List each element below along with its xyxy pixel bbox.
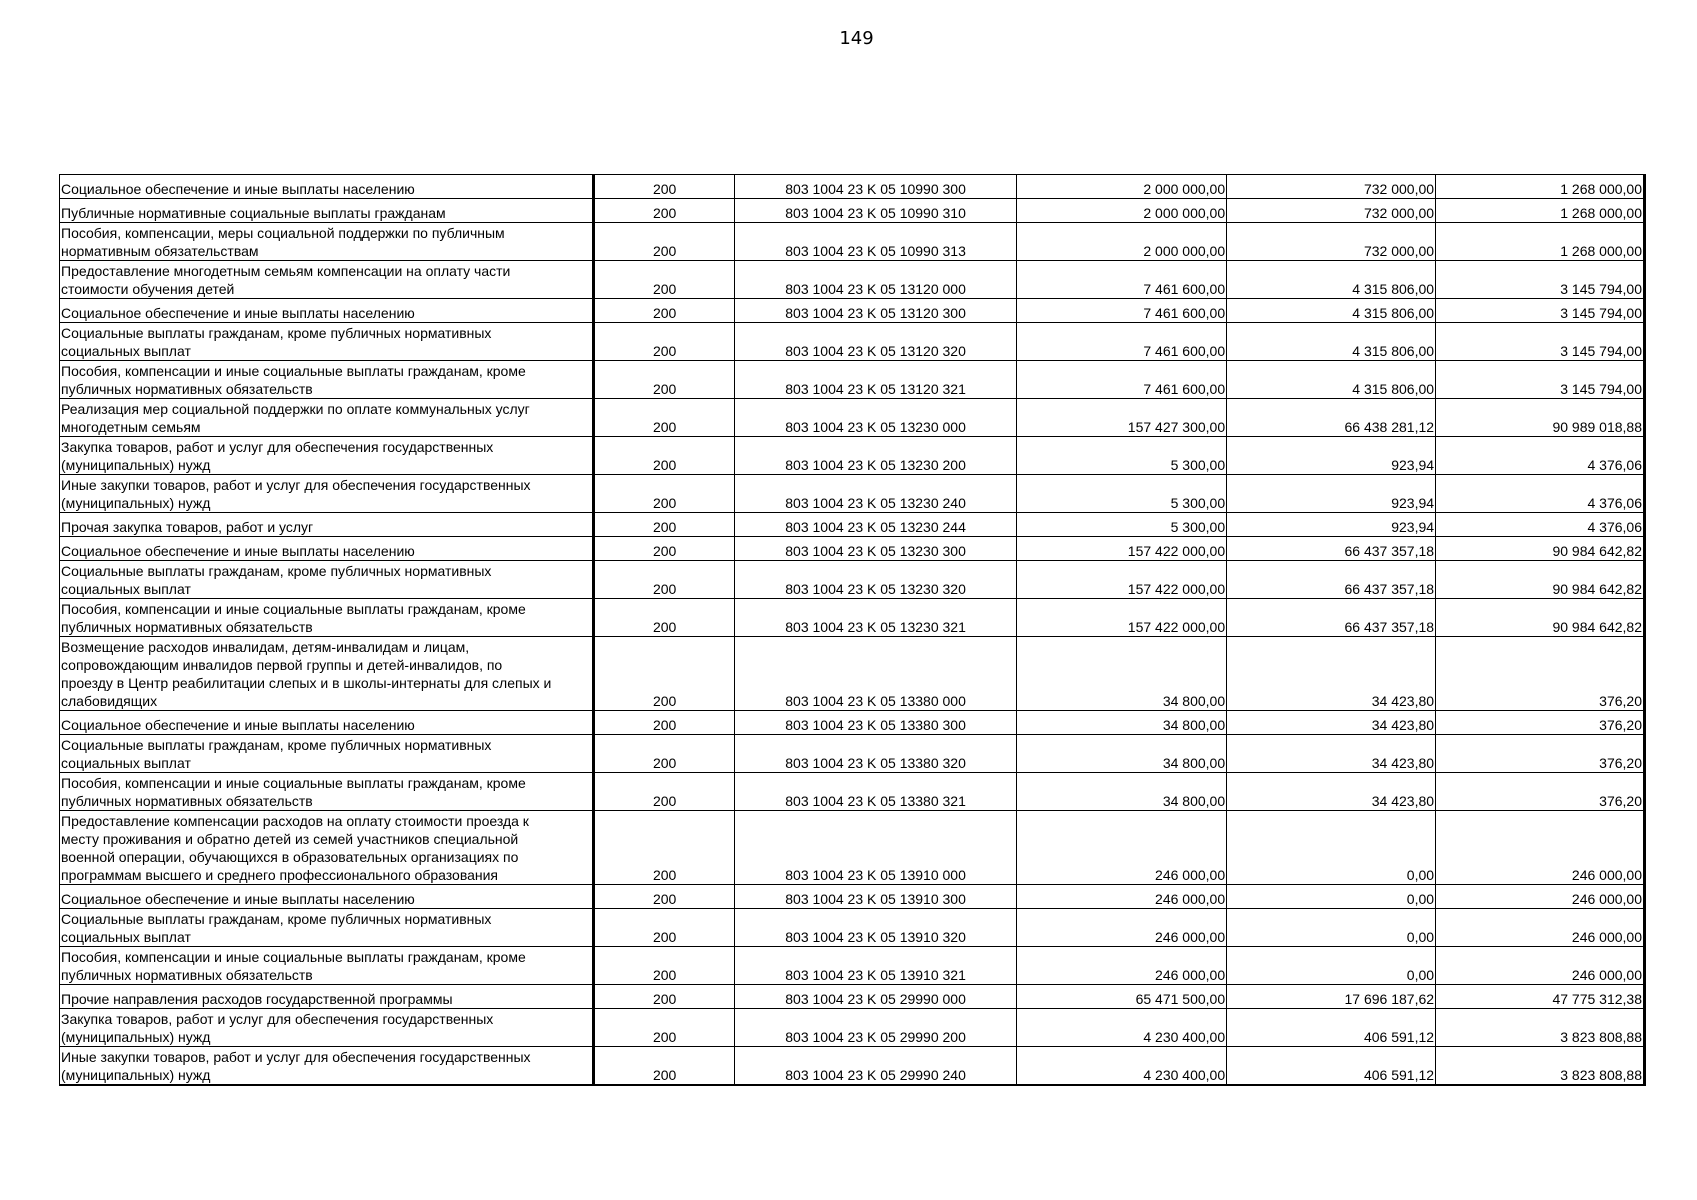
row-budget-code: 803 1004 23 K 05 10990 313	[734, 223, 1016, 261]
row-executed-amount: 4 315 806,00	[1227, 323, 1436, 361]
row-budget-code: 803 1004 23 K 05 10990 310	[734, 199, 1016, 223]
row-approved-amount: 7 461 600,00	[1017, 323, 1227, 361]
row-name: Социальное обеспечение и иные выплаты населению	[60, 299, 594, 323]
row-approved-amount: 7 461 600,00	[1017, 361, 1227, 399]
row-unexecuted-amount: 4 376,06	[1436, 513, 1645, 537]
row-name: Пособия, компенсации и иные социальные выплаты гражданам, кроме публичных нормативных обязательств	[60, 599, 594, 637]
row-unexecuted-amount: 246 000,00	[1436, 885, 1645, 909]
row-approved-amount: 34 800,00	[1017, 773, 1227, 811]
row-executed-amount: 0,00	[1227, 947, 1436, 985]
row-executed-amount: 732 000,00	[1227, 175, 1436, 199]
row-approved-amount: 4 230 400,00	[1017, 1009, 1227, 1047]
row-line-code: 200	[594, 537, 735, 561]
row-budget-code: 803 1004 23 K 05 13380 000	[734, 637, 1016, 711]
row-line-code: 200	[594, 223, 735, 261]
row-budget-code: 803 1004 23 K 05 13380 321	[734, 773, 1016, 811]
row-name: Прочая закупка товаров, работ и услуг	[60, 513, 594, 537]
row-budget-code: 803 1004 23 K 05 29990 000	[734, 985, 1016, 1009]
table-row	[60, 199, 1645, 223]
table-row	[60, 811, 1645, 885]
row-executed-amount: 406 591,12	[1227, 1047, 1436, 1085]
row-executed-amount: 34 423,80	[1227, 637, 1436, 711]
row-unexecuted-amount: 3 145 794,00	[1436, 261, 1645, 299]
row-budget-code: 803 1004 23 K 05 13910 300	[734, 885, 1016, 909]
row-line-code: 200	[594, 299, 735, 323]
table-body	[60, 175, 1645, 1085]
budget-execution-table	[59, 174, 1646, 1086]
row-unexecuted-amount: 90 984 642,82	[1436, 561, 1645, 599]
row-unexecuted-amount: 3 145 794,00	[1436, 323, 1645, 361]
table-row	[60, 475, 1645, 513]
row-executed-amount: 4 315 806,00	[1227, 361, 1436, 399]
row-unexecuted-amount: 376,20	[1436, 735, 1645, 773]
table-row	[60, 773, 1645, 811]
row-name: Социальные выплаты гражданам, кроме публичных нормативных социальных выплат	[60, 561, 594, 599]
row-approved-amount: 5 300,00	[1017, 475, 1227, 513]
row-executed-amount: 34 423,80	[1227, 735, 1436, 773]
row-line-code: 200	[594, 909, 735, 947]
row-approved-amount: 246 000,00	[1017, 947, 1227, 985]
row-line-code: 200	[594, 475, 735, 513]
row-budget-code: 803 1004 23 K 05 10990 300	[734, 175, 1016, 199]
table-row	[60, 399, 1645, 437]
row-unexecuted-amount: 3 823 808,88	[1436, 1009, 1645, 1047]
row-executed-amount: 732 000,00	[1227, 223, 1436, 261]
row-line-code: 200	[594, 323, 735, 361]
row-unexecuted-amount: 376,20	[1436, 637, 1645, 711]
row-approved-amount: 246 000,00	[1017, 811, 1227, 885]
row-line-code: 200	[594, 361, 735, 399]
row-line-code: 200	[594, 399, 735, 437]
page-number: 149	[839, 28, 874, 49]
row-approved-amount: 2 000 000,00	[1017, 175, 1227, 199]
row-line-code: 200	[594, 885, 735, 909]
row-unexecuted-amount: 90 984 642,82	[1436, 599, 1645, 637]
table-row	[60, 909, 1645, 947]
row-approved-amount: 157 422 000,00	[1017, 599, 1227, 637]
row-name: Иные закупки товаров, работ и услуг для обеспечения государственных (муниципальных) нужд	[60, 475, 594, 513]
row-name: Социальные выплаты гражданам, кроме публичных нормативных социальных выплат	[60, 909, 594, 947]
table-row	[60, 223, 1645, 261]
row-line-code: 200	[594, 811, 735, 885]
row-budget-code: 803 1004 23 K 05 13120 321	[734, 361, 1016, 399]
row-name: Социальные выплаты гражданам, кроме публичных нормативных социальных выплат	[60, 323, 594, 361]
row-line-code: 200	[594, 773, 735, 811]
row-executed-amount: 34 423,80	[1227, 773, 1436, 811]
row-approved-amount: 5 300,00	[1017, 513, 1227, 537]
row-approved-amount: 34 800,00	[1017, 637, 1227, 711]
row-line-code: 200	[594, 1009, 735, 1047]
row-unexecuted-amount: 246 000,00	[1436, 909, 1645, 947]
table-row	[60, 175, 1645, 199]
row-approved-amount: 2 000 000,00	[1017, 223, 1227, 261]
row-line-code: 200	[594, 437, 735, 475]
table-row	[60, 537, 1645, 561]
row-budget-code: 803 1004 23 K 05 13230 240	[734, 475, 1016, 513]
row-line-code: 200	[594, 1047, 735, 1085]
row-budget-code: 803 1004 23 K 05 29990 200	[734, 1009, 1016, 1047]
row-unexecuted-amount: 1 268 000,00	[1436, 199, 1645, 223]
row-line-code: 200	[594, 261, 735, 299]
row-approved-amount: 246 000,00	[1017, 909, 1227, 947]
row-budget-code: 803 1004 23 K 05 13230 244	[734, 513, 1016, 537]
row-executed-amount: 923,94	[1227, 513, 1436, 537]
row-executed-amount: 0,00	[1227, 909, 1436, 947]
row-name: Социальное обеспечение и иные выплаты населению	[60, 175, 594, 199]
row-unexecuted-amount: 3 145 794,00	[1436, 361, 1645, 399]
row-executed-amount: 4 315 806,00	[1227, 261, 1436, 299]
row-executed-amount: 732 000,00	[1227, 199, 1436, 223]
row-line-code: 200	[594, 637, 735, 711]
row-name: Пособия, компенсации и иные социальные выплаты гражданам, кроме публичных нормативных обязательств	[60, 773, 594, 811]
row-unexecuted-amount: 3 145 794,00	[1436, 299, 1645, 323]
row-line-code: 200	[594, 735, 735, 773]
row-budget-code: 803 1004 23 K 05 29990 240	[734, 1047, 1016, 1085]
row-unexecuted-amount: 90 989 018,88	[1436, 399, 1645, 437]
row-line-code: 200	[594, 947, 735, 985]
row-name: Пособия, компенсации, меры социальной поддержки по публичным нормативным обязательствам	[60, 223, 594, 261]
row-budget-code: 803 1004 23 K 05 13380 300	[734, 711, 1016, 735]
row-line-code: 200	[594, 199, 735, 223]
table-row	[60, 947, 1645, 985]
row-approved-amount: 65 471 500,00	[1017, 985, 1227, 1009]
row-executed-amount: 0,00	[1227, 811, 1436, 885]
row-approved-amount: 157 422 000,00	[1017, 561, 1227, 599]
row-approved-amount: 4 230 400,00	[1017, 1047, 1227, 1085]
row-executed-amount: 923,94	[1227, 475, 1436, 513]
row-unexecuted-amount: 376,20	[1436, 773, 1645, 811]
row-name: Предоставление многодетным семьям компенсации на оплату части стоимости обучения детей	[60, 261, 594, 299]
row-unexecuted-amount: 90 984 642,82	[1436, 537, 1645, 561]
table-row	[60, 513, 1645, 537]
table-row	[60, 561, 1645, 599]
table-row	[60, 437, 1645, 475]
row-budget-code: 803 1004 23 K 05 13230 321	[734, 599, 1016, 637]
row-approved-amount: 34 800,00	[1017, 711, 1227, 735]
row-executed-amount: 66 438 281,12	[1227, 399, 1436, 437]
row-approved-amount: 7 461 600,00	[1017, 299, 1227, 323]
table-row	[60, 299, 1645, 323]
row-line-code: 200	[594, 561, 735, 599]
row-budget-code: 803 1004 23 K 05 13910 320	[734, 909, 1016, 947]
row-executed-amount: 406 591,12	[1227, 1009, 1436, 1047]
row-name: Социальное обеспечение и иные выплаты населению	[60, 537, 594, 561]
row-line-code: 200	[594, 985, 735, 1009]
row-budget-code: 803 1004 23 K 05 13120 320	[734, 323, 1016, 361]
row-name: Социальное обеспечение и иные выплаты населению	[60, 885, 594, 909]
row-name: Прочие направления расходов государственной программы	[60, 985, 594, 1009]
row-unexecuted-amount: 1 268 000,00	[1436, 223, 1645, 261]
row-executed-amount: 923,94	[1227, 437, 1436, 475]
row-executed-amount: 34 423,80	[1227, 711, 1436, 735]
table-row	[60, 711, 1645, 735]
table-row	[60, 261, 1645, 299]
table-row	[60, 885, 1645, 909]
row-line-code: 200	[594, 175, 735, 199]
row-approved-amount: 246 000,00	[1017, 885, 1227, 909]
row-executed-amount: 17 696 187,62	[1227, 985, 1436, 1009]
row-budget-code: 803 1004 23 K 05 13230 320	[734, 561, 1016, 599]
row-budget-code: 803 1004 23 K 05 13910 000	[734, 811, 1016, 885]
row-budget-code: 803 1004 23 K 05 13230 200	[734, 437, 1016, 475]
row-name: Пособия, компенсации и иные социальные выплаты гражданам, кроме публичных нормативных обязательств	[60, 361, 594, 399]
row-name: Пособия, компенсации и иные социальные выплаты гражданам, кроме публичных нормативных обязательств	[60, 947, 594, 985]
row-approved-amount: 5 300,00	[1017, 437, 1227, 475]
row-name: Реализация мер социальной поддержки по оплате коммунальных услуг многодетным семьям	[60, 399, 594, 437]
row-budget-code: 803 1004 23 K 05 13120 300	[734, 299, 1016, 323]
row-budget-code: 803 1004 23 K 05 13120 000	[734, 261, 1016, 299]
row-line-code: 200	[594, 711, 735, 735]
table-row	[60, 735, 1645, 773]
row-executed-amount: 66 437 357,18	[1227, 537, 1436, 561]
table-row	[60, 1009, 1645, 1047]
row-executed-amount: 66 437 357,18	[1227, 599, 1436, 637]
row-unexecuted-amount: 4 376,06	[1436, 475, 1645, 513]
row-unexecuted-amount: 3 823 808,88	[1436, 1047, 1645, 1085]
row-executed-amount: 4 315 806,00	[1227, 299, 1436, 323]
row-line-code: 200	[594, 513, 735, 537]
row-line-code: 200	[594, 599, 735, 637]
row-approved-amount: 2 000 000,00	[1017, 199, 1227, 223]
row-name: Возмещение расходов инвалидам, детям-инвалидам и лицам, сопровождающим инвалидов первой группы и детей-инвалидов, по проезду в Центр реабилитации слепых и в школы-интернаты для слепых и слабовидящих	[60, 637, 594, 711]
row-executed-amount: 66 437 357,18	[1227, 561, 1436, 599]
row-name: Социальное обеспечение и иные выплаты населению	[60, 711, 594, 735]
row-approved-amount: 157 422 000,00	[1017, 537, 1227, 561]
row-unexecuted-amount: 376,20	[1436, 711, 1645, 735]
row-name: Предоставление компенсации расходов на оплату стоимости проезда к месту проживания и обратно детей из семей участников специальной военной операции, обучающихся в образовательных организациях по программам высшего и среднего профессионального образования	[60, 811, 594, 885]
table-row	[60, 985, 1645, 1009]
row-unexecuted-amount: 246 000,00	[1436, 947, 1645, 985]
row-name: Публичные нормативные социальные выплаты гражданам	[60, 199, 594, 223]
table-row	[60, 361, 1645, 399]
row-name: Социальные выплаты гражданам, кроме публичных нормативных социальных выплат	[60, 735, 594, 773]
row-budget-code: 803 1004 23 K 05 13910 321	[734, 947, 1016, 985]
table-row	[60, 323, 1645, 361]
row-executed-amount: 0,00	[1227, 885, 1436, 909]
table-row	[60, 599, 1645, 637]
row-approved-amount: 157 427 300,00	[1017, 399, 1227, 437]
row-approved-amount: 7 461 600,00	[1017, 261, 1227, 299]
table-row	[60, 1047, 1645, 1085]
row-unexecuted-amount: 4 376,06	[1436, 437, 1645, 475]
row-name: Иные закупки товаров, работ и услуг для обеспечения государственных (муниципальных) нужд	[60, 1047, 594, 1085]
row-unexecuted-amount: 1 268 000,00	[1436, 175, 1645, 199]
row-approved-amount: 34 800,00	[1017, 735, 1227, 773]
row-name: Закупка товаров, работ и услуг для обеспечения государственных (муниципальных) нужд	[60, 437, 594, 475]
row-budget-code: 803 1004 23 K 05 13230 300	[734, 537, 1016, 561]
row-unexecuted-amount: 246 000,00	[1436, 811, 1645, 885]
table-row	[60, 637, 1645, 711]
row-budget-code: 803 1004 23 K 05 13380 320	[734, 735, 1016, 773]
row-unexecuted-amount: 47 775 312,38	[1436, 985, 1645, 1009]
row-name: Закупка товаров, работ и услуг для обеспечения государственных (муниципальных) нужд	[60, 1009, 594, 1047]
row-budget-code: 803 1004 23 K 05 13230 000	[734, 399, 1016, 437]
